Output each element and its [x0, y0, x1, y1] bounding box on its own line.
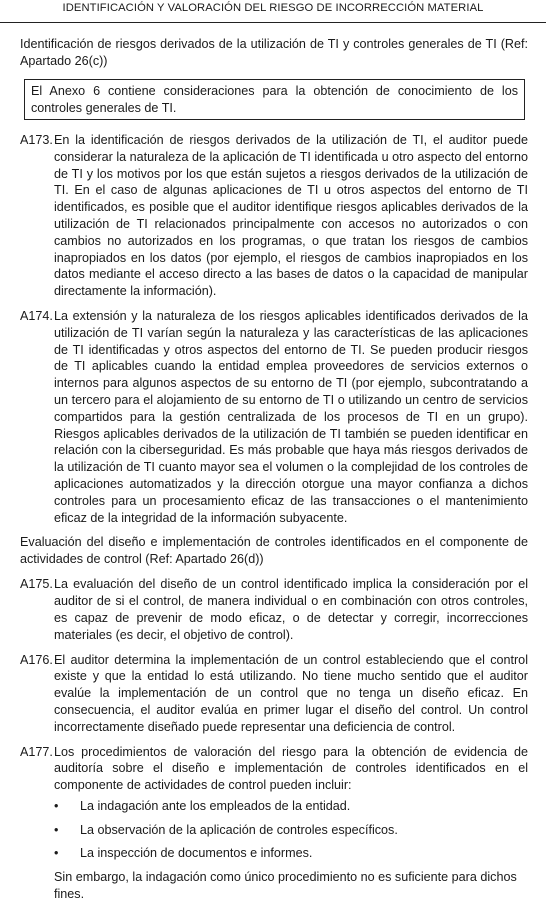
bullet-icon: •	[54, 798, 59, 813]
paragraph-text: La evaluación del diseño de un control identificado implica la consideración por el auditor de si el control, de manera individual o en combinación con otros controles, es capaz de prevenir de modo eficaz, o de detectar y corregir, incorrecciones materiales (es decir, el objetivo de control).	[54, 577, 528, 642]
closing-sentence: Sin embargo, la indagación como único procedimiento no es suficiente para dichos fines.	[54, 870, 517, 902]
paragraph-text: Los procedimientos de valoración del riesgo para la obtención de evidencia de auditoría sobre el diseño e implementación de controles identificados en el componente de actividades de control pueden incluir:	[54, 744, 528, 793]
section-heading-controls: Evaluación del diseño e implementación de controles identificados en el componente de actividades de control (Ref: Apartado 26(d))	[20, 535, 528, 567]
bullet-icon: •	[54, 846, 59, 861]
paragraph-number: A175.	[20, 577, 53, 592]
annex-note-box: El Anexo 6 contiene consideraciones para la obtención de conocimiento de los controles generales de TI.	[24, 79, 525, 120]
paragraph-a176	[20, 652, 528, 736]
paragraph-a177	[20, 744, 528, 794]
paragraph-text: La extensión y la naturaleza de los riesgos aplicables identificados derivados de la utilización de TI varían según la naturaleza y las características de las aplicaciones de TI identificadas y otros aspectos del entorno de TI. Se pueden producir riesgos de TI aplicables cuando la entidad emplea proveedores de servicios externos o internos para algunos aspectos de su entorno de TI (por ejemplo, subcontratando a un tercero para el alojamiento de su entorno de TI o utilizando un centro de servicios compartidos para la gestión centralizada de los procesos de TI en un grupo). Riesgos aplicables derivados de la utilización de TI también se pueden identificar en relación con la ciberseguridad. Es más probable que haya más riesgos derivados de la utilización de TI cuanto mayor sea el volumen o la complejidad de los controles de aplicaciones automatizados y la dirección otorgue una mayor confianza a dichos controles para un procesamiento eficaz de las transacciones o el mantenimiento eficaz de la integridad de la información subyacente.	[54, 308, 528, 525]
paragraph-a174	[20, 308, 528, 526]
paragraph-number: A174.	[20, 308, 53, 323]
paragraph-a173	[20, 132, 528, 300]
paragraph-text: En la identificación de riesgos derivados de la utilización de TI, el auditor puede considerar la naturaleza de la aplicación de TI identificada u otro aspecto del entorno de TI y los motivos por los que están sujetos a riesgos derivados de la utilización de TI. En el caso de algunas aplicaciones de TI u otros aspectos del entorno de TI identificados, es posible que el auditor identifique riesgos aplicables derivados de la utilización de TI relacionados principalmente con accesos no autorizados o con cambios no autorizados en los programas, o que tratan los riesgos de cambios inapropiados en los datos (por ejemplo, el riesgos de cambios inapropiados en los datos mediante el acceso directo a las bases de datos o la capacidad de manipular directamente la información).	[54, 133, 528, 299]
paragraph-number: A173.	[20, 133, 53, 147]
paragraph-text: El auditor determina la implementación de un control estableciendo que el control existe y que la entidad lo está utilizando. No tiene mucho sentido que el auditor evalúe la implementación de un control que no tenga un diseño eficaz. En consecuencia, el auditor evalúa en primer lugar el diseño del control. Un control incorrectamente diseñado puede representar una deficiencia de control.	[54, 652, 528, 734]
list-item	[54, 822, 528, 839]
procedures-list	[54, 798, 528, 862]
list-item	[54, 845, 528, 862]
paragraph-number: A176.	[20, 652, 53, 667]
paragraph-a175	[20, 576, 528, 643]
list-item-text: La inspección de documentos e informes.	[80, 846, 313, 861]
list-item-text: La indagación ante los empleados de la entidad.	[80, 798, 351, 813]
bullet-icon: •	[54, 822, 59, 837]
paragraph-number: A177.	[20, 744, 53, 759]
list-item	[54, 798, 528, 815]
section-heading-ti: Identificación de riesgos derivados de la utilización de TI y controles generales de TI (Ref: Apartado 26(c))	[20, 37, 528, 68]
document-body	[20, 36, 528, 903]
list-item-text: La observación de la aplicación de controles específicos.	[80, 822, 398, 837]
running-header	[0, 0, 546, 23]
header-title: IDENTIFICACIÓN Y VALORACIÓN DEL RIESGO DE INCORRECCIÓN MATERIAL	[62, 2, 484, 14]
